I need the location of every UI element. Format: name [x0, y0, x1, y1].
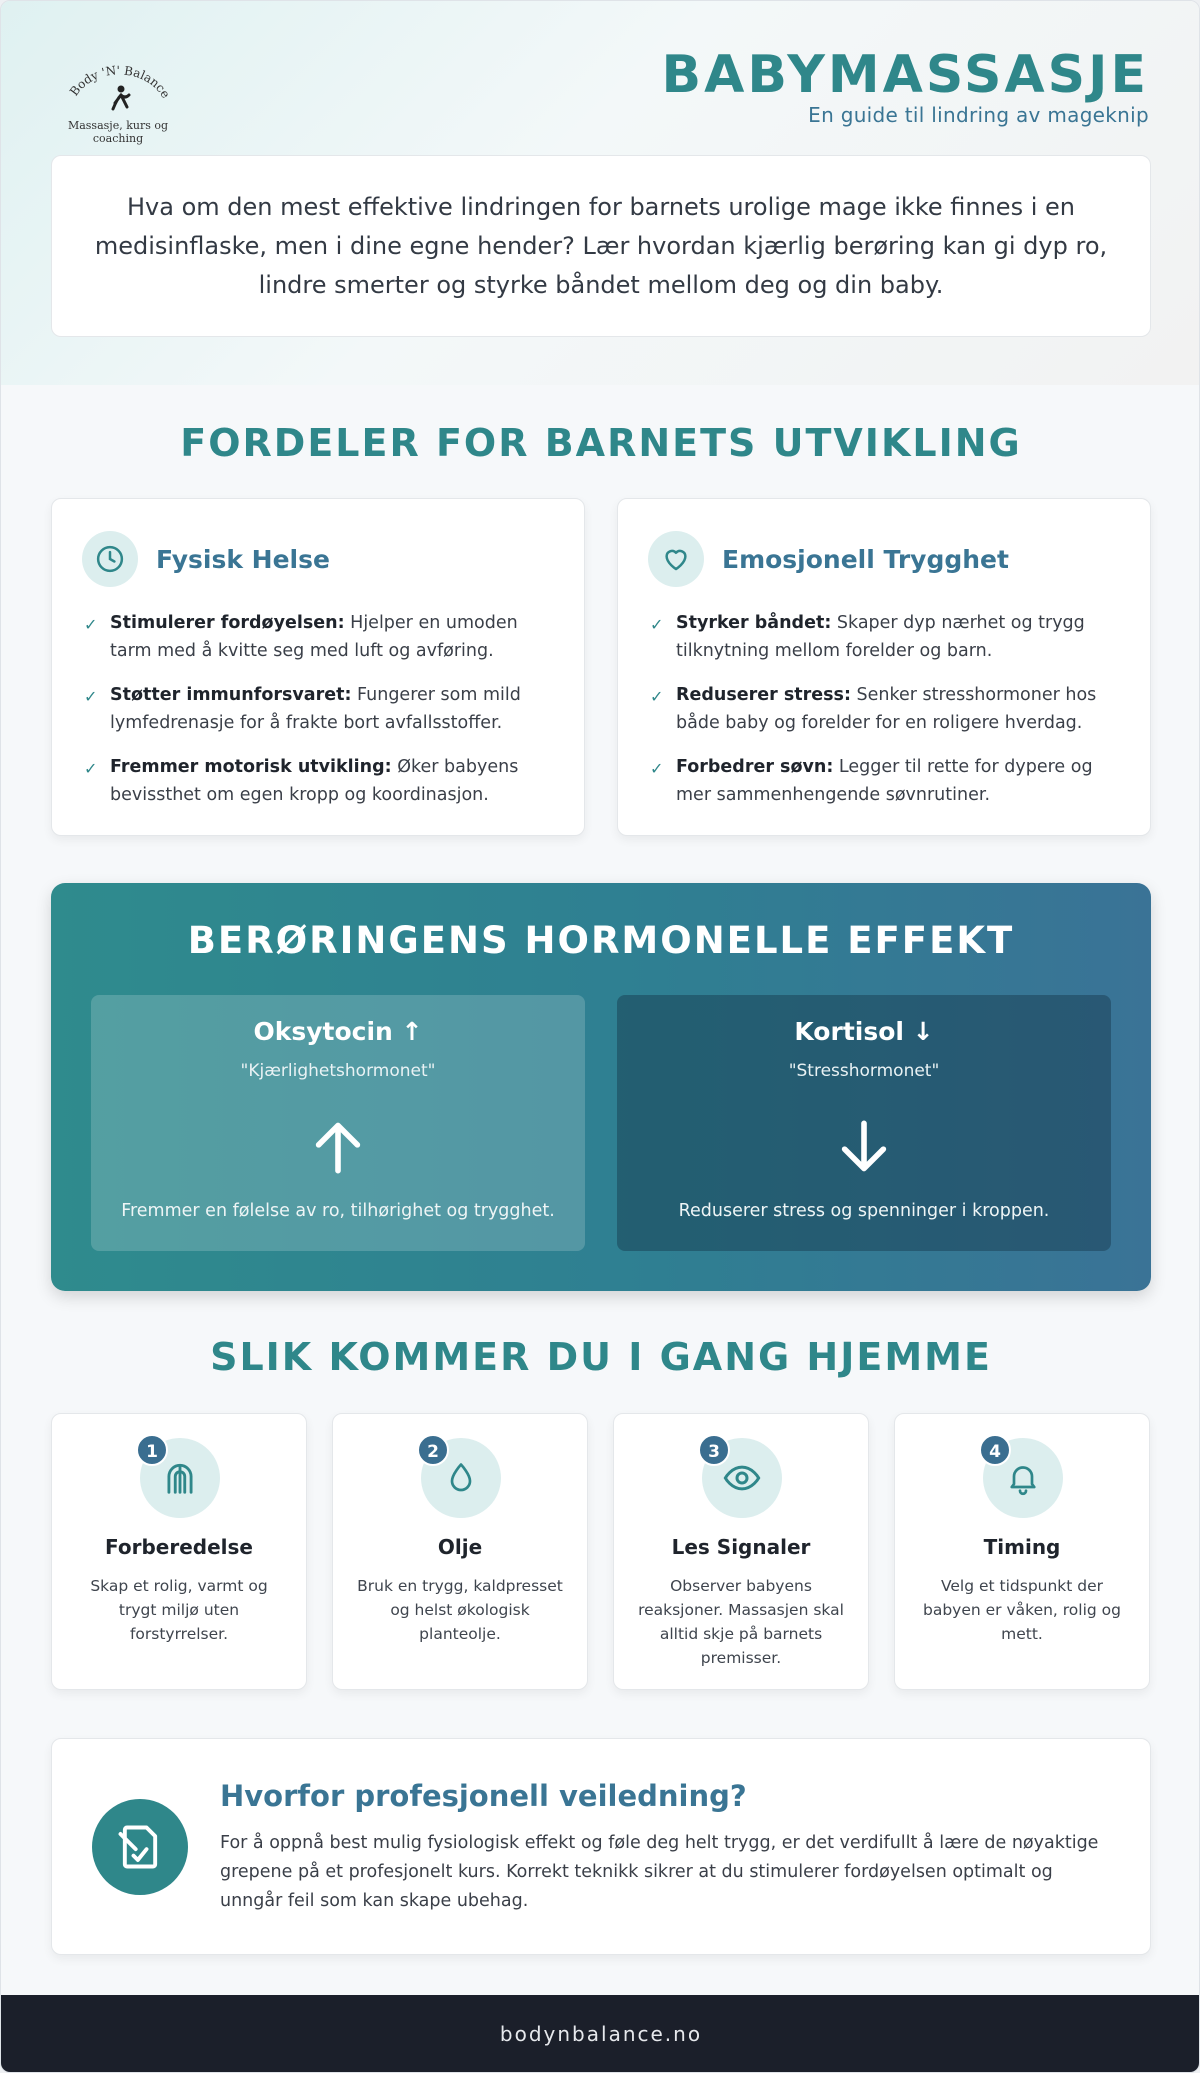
pro-text: For å oppnå best mulig fysiologisk effekt og føle deg helt trygg, er det verdifullt å lære de nøyaktige grepene på et profesjonelt kurs. Korrekt teknikk sikrer at du stimulerer fordøyelsen optimalt og unngår feil som kan skape ubehag. — [220, 1833, 1099, 1911]
benefit-title: Emosjonell Trygghet — [722, 544, 1009, 574]
benefit-card-physical — [51, 498, 585, 836]
list-item: ✓ Styrker båndet: Skaper dyp nærhet og trygg tilknytning mellom forelder og barn. — [650, 613, 1085, 661]
step-card — [894, 1413, 1150, 1690]
steps-title: SLIK KOMMER DU I GANG HJEMME — [210, 1335, 992, 1379]
oxytocin-box — [91, 995, 585, 1251]
step-number: 3 — [698, 1434, 730, 1466]
logo-tagline: Massasje, kurs og coaching — [67, 119, 169, 145]
benefits-title: FORDELER FOR BARNETS UTVIKLING — [180, 421, 1022, 465]
benefit-card-emotional — [617, 498, 1151, 836]
hormone-nickname: "Kjærlighetshormonet" — [240, 1061, 436, 1081]
logo-mark — [53, 53, 183, 125]
step-desc: Velg et tidspunkt der babyen er våken, rolig og mett. — [923, 1577, 1121, 1643]
step-number: 1 — [136, 1434, 168, 1466]
hormone-nickname: "Stresshormonet" — [788, 1061, 940, 1081]
footer-url[interactable]: bodynbalance.no — [499, 2022, 703, 2046]
check-icon: ✓ — [650, 759, 664, 778]
step-title: Forberedelse — [105, 1535, 253, 1559]
list-item: ✓ Støtter immunforsvaret: Fungerer som mild lymfedrenasje for å frakte bort avfallsstoffer. — [84, 685, 521, 733]
pro-guidance-card — [51, 1738, 1151, 1955]
list-item: ✓ Fremmer motorisk utvikling: Øker babyens bevissthet om egen kropp og koordinasjon. — [84, 757, 519, 805]
check-icon: ✓ — [84, 615, 98, 634]
cortisol-box — [617, 995, 1111, 1251]
list-item: ✓ Reduserer stress: Senker stresshormoner hos både baby og forelder for en roligere hverdag. — [650, 685, 1097, 733]
step-desc: Bruk en trygg, kaldpresset og helst økologisk planteolje. — [357, 1577, 563, 1643]
pro-title: Hvorfor profesjonell veiledning? — [220, 1779, 747, 1813]
step-card — [613, 1413, 869, 1690]
hormone-title: BERØRINGENS HORMONELLE EFFEKT — [187, 919, 1015, 962]
hormone-desc: Fremmer en følelse av ro, tilhørighet og trygghet. — [121, 1201, 555, 1221]
hormone-desc: Reduserer stress og spenninger i kroppen. — [678, 1201, 1050, 1221]
clock-icon — [82, 531, 138, 587]
step-number: 4 — [979, 1434, 1011, 1466]
benefit-title: Fysisk Helse — [156, 544, 330, 574]
step-title: Olje — [437, 1535, 483, 1559]
arrow-down-icon — [617, 1119, 1111, 1175]
logo-brand: Body 'N' Balance — [66, 63, 173, 101]
heart-icon — [648, 531, 704, 587]
page-subtitle: En guide til lindring av mageknip — [808, 103, 1149, 127]
hormone-name: Oksytocin ↑ — [253, 1017, 423, 1046]
step-number: 2 — [417, 1434, 449, 1466]
footer — [1, 1995, 1200, 2073]
logo — [53, 53, 183, 145]
page-title: BABYMASSASJE — [661, 45, 1149, 105]
step-title: Les Signaler — [671, 1535, 811, 1559]
step-card — [332, 1413, 588, 1690]
step-card — [51, 1413, 307, 1690]
step-desc: Skap et rolig, varmt og trygt miljø uten forstyrrelser. — [90, 1577, 268, 1643]
check-icon: ✓ — [84, 687, 98, 706]
hormone-name: Kortisol ↓ — [794, 1017, 934, 1046]
certificate-icon — [92, 1799, 188, 1895]
intro-card — [51, 155, 1151, 337]
arrow-up-icon — [91, 1119, 585, 1175]
check-icon: ✓ — [650, 615, 664, 634]
intro-text: Hva om den mest effektive lindringen for barnets urolige mage ikke finnes i en medisinflaske, men i dine egne hender? Lær hvordan kjærlig berøring kan gi dyp ro, lindre smerter og styrke båndet mellom deg og din baby. — [94, 192, 1108, 299]
list-item: ✓ Stimulerer fordøyelsen: Hjelper en umoden tarm med å kvitte seg med luft og avføring. — [84, 613, 518, 661]
check-icon: ✓ — [650, 687, 664, 706]
step-title: Timing — [983, 1535, 1061, 1559]
hero-header — [1, 1, 1199, 385]
list-item: ✓ Forbedrer søvn: Legger til rette for dypere og mer sammenhengende søvnrutiner. — [650, 757, 1093, 805]
hormone-panel — [51, 883, 1151, 1291]
check-icon: ✓ — [84, 759, 98, 778]
step-desc: Observer babyens reaksjoner. Massasjen skal alltid skje på barnets premisser. — [638, 1577, 844, 1667]
